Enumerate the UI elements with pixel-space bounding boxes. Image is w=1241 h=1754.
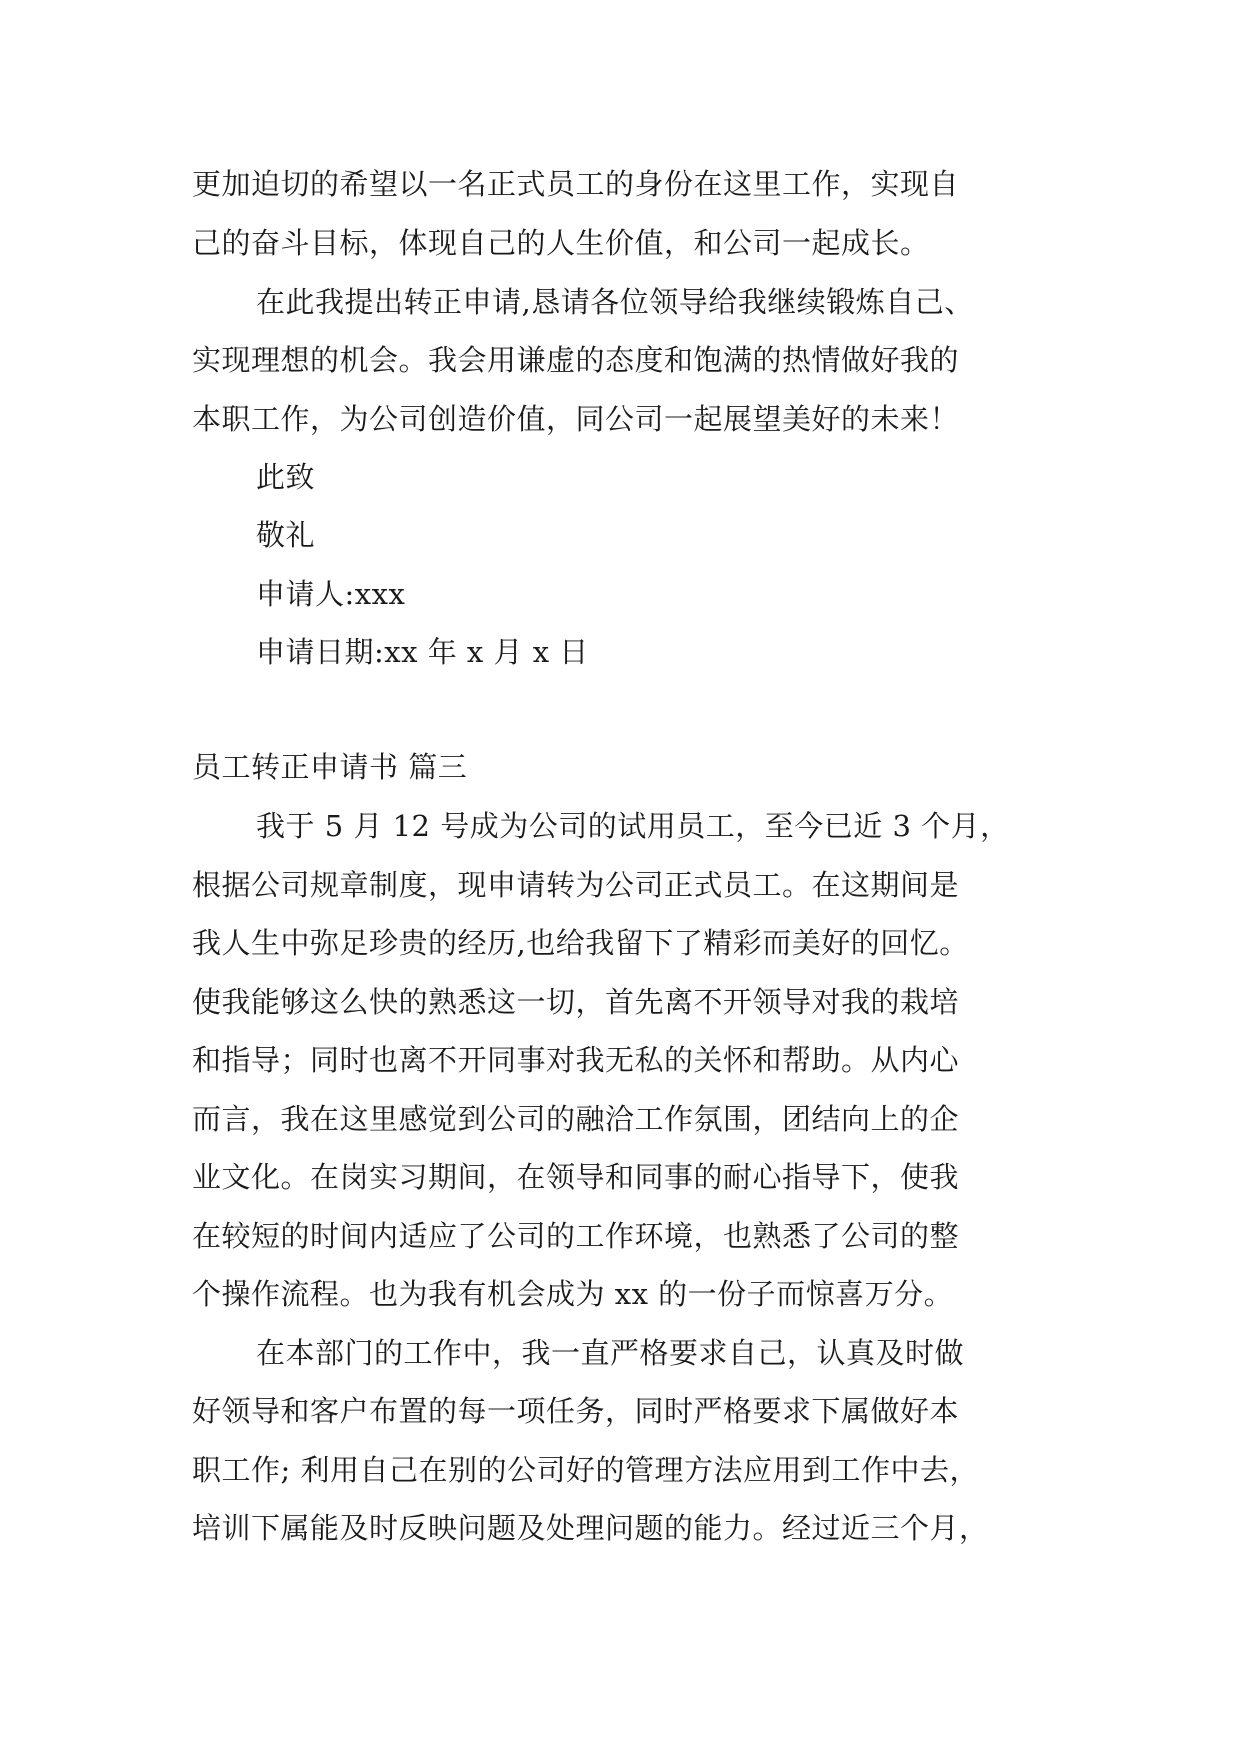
paragraph-line: 本职工作，为公司创造价值，同公司一起展望美好的未来！ <box>192 402 960 436</box>
paragraph-line: 更加迫切的希望以一名正式员工的身份在这里工作，实现自 <box>192 167 960 201</box>
paragraph-line: 在此我提出转正申请,恳请各位领导给我继续锻炼自己、 <box>256 285 974 319</box>
paragraph-line: 己的奋斗目标，体现自己的人生价值，和公司一起成长。 <box>192 226 930 260</box>
paragraph-line: 实现理想的机会。我会用谦虚的态度和饱满的热情做好我的 <box>192 343 960 377</box>
applicant-name: 申请人:xxx <box>256 577 406 611</box>
paragraph-line: 使我能够这么快的熟悉这一切，首先离不开领导对我的栽培 <box>192 985 960 1019</box>
closing-salutation: 此致 <box>256 460 316 494</box>
paragraph-line: 好领导和客户布置的每一项任务，同时严格要求下属做好本 <box>192 1394 960 1428</box>
paragraph-line: 和指导；同时也离不开同事对我无私的关怀和帮助。从内心 <box>192 1043 960 1077</box>
paragraph-line: 培训下属能及时反映问题及处理问题的能力。经过近三个月， <box>192 1511 989 1545</box>
paragraph-line: 我人生中弥足珍贵的经历,也给我留下了精彩而美好的回忆。 <box>192 926 969 960</box>
closing-regards: 敬礼 <box>256 518 316 552</box>
section-title: 员工转正申请书 篇三 <box>192 750 468 784</box>
paragraph-line: 业文化。在岗实习期间，在领导和同事的耐心指导下，使我 <box>192 1160 960 1194</box>
paragraph-line: 在较短的时间内适应了公司的工作环境，也熟悉了公司的整 <box>192 1219 960 1253</box>
paragraph-line: 个操作流程。也为我有机会成为 xx 的一份子而惊喜万分。 <box>192 1277 954 1311</box>
paragraph-line: 在本部门的工作中，我一直严格要求自己，认真及时做 <box>256 1336 965 1370</box>
application-date: 申请日期:xx 年 x 月 x 日 <box>256 635 589 669</box>
paragraph-line: 职工作; 利用自己在别的公司好的管理方法应用到工作中去， <box>192 1453 979 1487</box>
paragraph-line: 我于 5 月 12 号成为公司的试用员工，至今已近 3 个月， <box>256 809 1010 843</box>
paragraph-line: 而言，我在这里感觉到公司的融洽工作氛围，团结向上的企 <box>192 1102 960 1136</box>
paragraph-line: 根据公司规章制度，现申请转为公司正式员工。在这期间是 <box>192 868 960 902</box>
